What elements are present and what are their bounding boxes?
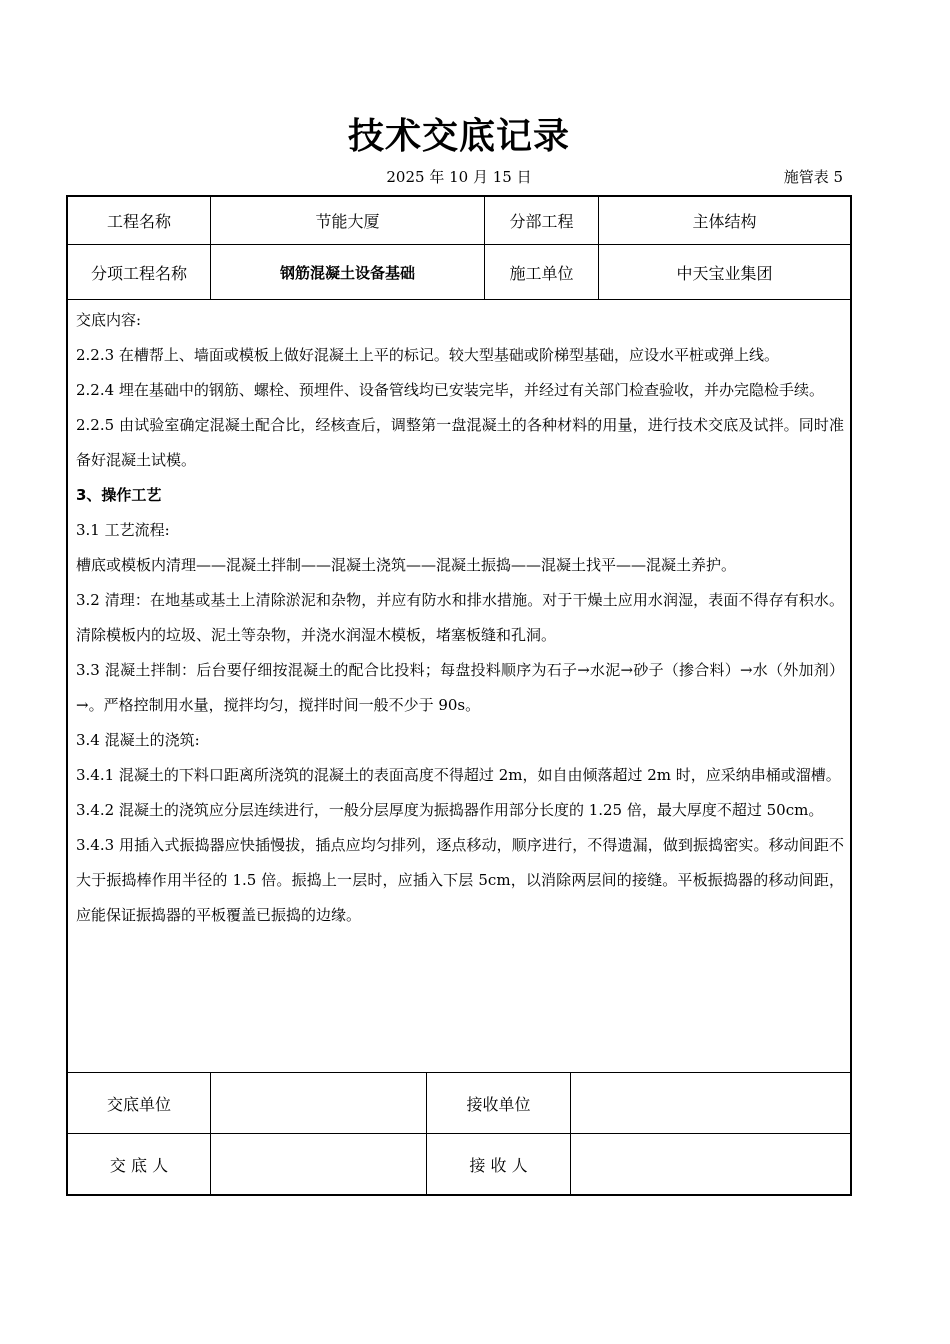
page-title: 技术交底记录 <box>347 116 570 157</box>
disclosure-content <box>76 303 844 933</box>
record-table <box>66 195 852 1196</box>
project-name-label: 工程名称 <box>106 212 171 231</box>
project-name-value: 节能大厦 <box>315 212 380 231</box>
content-line: 槽底或模板内清理——混凝土拌制——混凝土浇筑——混凝土振捣——混凝土找平——混凝土养护。 <box>76 556 737 574</box>
content-line: 2.2.4 埋在基础中的钢筋、螺栓、预埋件、设备管线均已安装完毕，并经过有关部门检查验收，并办完隐检手续。 <box>76 381 824 399</box>
content-line: 3.2 清理：在地基或基土上清除淤泥和杂物，并应有防水和排水措施。对于干燥土应用水润湿，表面不得存有积水。清除模板内的垃圾、泥土等杂物，并浇水润湿木模板，堵塞板缝和孔洞。 <box>76 591 844 644</box>
content-line: 3.3 混凝土拌制：后台要仔细按混凝土的配合比投料；每盘投料顺序为石子→水泥→砂子（掺合料）→水（外加剂）→。严格控制用水量，搅拌均匀，搅拌时间一般不少于 90s。 <box>76 661 844 714</box>
subitem-label: 分项工程名称 <box>90 263 187 283</box>
form-number: 施管表 5 <box>783 168 843 186</box>
division-label: 分部工程 <box>509 212 574 231</box>
record-date: 2025 年 10 月 15 日 <box>386 168 532 186</box>
division-value: 主体结构 <box>692 212 757 231</box>
issuing-unit-field[interactable] <box>211 1073 426 1133</box>
content-line: 交底内容: <box>76 311 142 329</box>
subitem-value: 钢筋混凝土设备基础 <box>279 263 415 282</box>
contractor-label: 施工单位 <box>509 263 574 283</box>
content-line: 2.2.3 在槽帮上、墙面或模板上做好混凝土上平的标记。较大型基础或阶梯型基础，应设水平桩或弹上线。 <box>76 346 779 364</box>
content-line: 3.4.2 混凝土的浇筑应分层连续进行，一般分层厚度为振捣器作用部分长度的 1.25 倍，最大厚度不超过 50cm。 <box>76 801 824 819</box>
content-line: 3.1 工艺流程: <box>76 521 170 539</box>
receiver-label: 接 收 人 <box>469 1155 528 1175</box>
content-line: 3.4.3 用插入式振捣器应快插慢拔，插点应均匀排列，逐点移动，顺序进行，不得遗漏，做到振捣密实。移动间距不大于振捣棒作用半径的 1.5 倍。振捣上一层时，应插入下层 5cm，以消除两层间的接缝。平板振捣器的移动间距，应能保证振捣器的平板覆盖已振捣的边缘。 <box>76 836 844 924</box>
receiver-field[interactable] <box>571 1134 850 1194</box>
section-heading: 3、操作工艺 <box>76 486 162 504</box>
receiving-unit-label: 接收单位 <box>466 1094 531 1114</box>
issuing-unit-label: 交底单位 <box>106 1094 171 1114</box>
row-divider <box>68 299 850 300</box>
content-line: 3.4 混凝土的浇筑: <box>76 731 200 749</box>
receiving-unit-field[interactable] <box>571 1073 850 1133</box>
issuer-field[interactable] <box>211 1134 426 1194</box>
issuer-label: 交 底 人 <box>109 1155 169 1175</box>
content-line: 2.2.5 由试验室确定混凝土配合比，经核查后，调整第一盘混凝土的各种材料的用量，进行技术交底及试拌。同时准备好混凝土试模。 <box>76 416 844 469</box>
contractor-value: 中天宝业集团 <box>676 263 773 283</box>
content-line: 3.4.1 混凝土的下料口距离所浇筑的混凝土的表面高度不得超过 2m，如自由倾落超过 2m 时，应采纳串桶或溜槽。 <box>76 766 841 784</box>
